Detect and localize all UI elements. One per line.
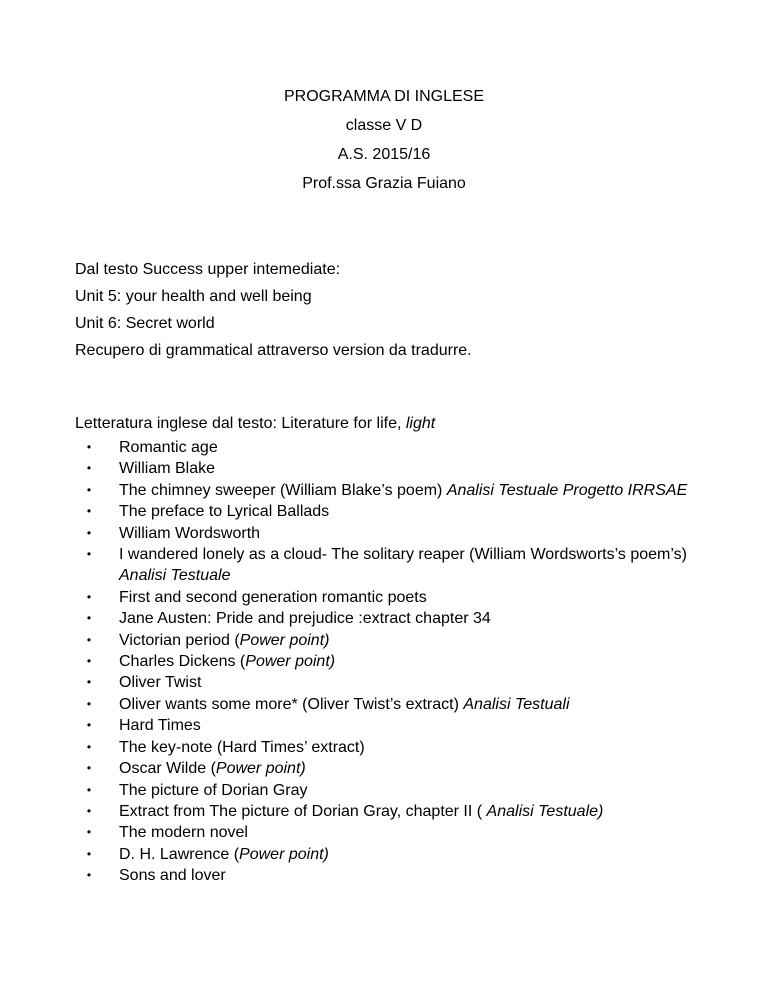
literature-heading-italic: light xyxy=(405,415,436,432)
topic-text: Jane Austen: Pride and prejudice :extract chapter 34 xyxy=(119,610,491,628)
school-year: A.S. 2015/16 xyxy=(337,146,431,163)
topic-text: Romantic age xyxy=(119,439,218,456)
topic-note: Power point) xyxy=(215,760,306,778)
topic-text: The chimney sweeper (William Blake’s poem) xyxy=(119,481,447,499)
topic-text: William Blake xyxy=(119,460,216,478)
list-item xyxy=(75,630,715,651)
list-item xyxy=(75,737,715,758)
bullet-icon: • xyxy=(86,739,92,754)
list-item xyxy=(75,458,715,479)
list-item xyxy=(75,715,715,736)
bullet-icon: • xyxy=(86,803,92,818)
bullet-icon: • xyxy=(86,761,92,776)
literature-section xyxy=(75,410,715,887)
document-header xyxy=(0,82,768,198)
bullet-icon: • xyxy=(86,461,92,476)
topic-text: Sons and lover xyxy=(119,867,226,885)
bullet-icon: • xyxy=(86,504,92,519)
literature-heading-text: Letteratura inglese dal testo: Literature for life, xyxy=(75,415,406,432)
topic-text: Oliver wants some more* (Oliver Twist’s extract) xyxy=(119,695,464,713)
bullet-icon: • xyxy=(86,696,92,711)
textbook-section xyxy=(75,256,715,364)
topic-text: The modern novel xyxy=(119,824,248,842)
list-item xyxy=(75,587,715,608)
topic-list xyxy=(75,437,715,887)
list-item xyxy=(75,758,715,779)
teacher-name: Prof.ssa Grazia Fuiano xyxy=(302,175,466,192)
unit-5: Unit 5: your health and well being xyxy=(75,288,312,305)
list-item xyxy=(75,672,715,693)
unit-6: Unit 6: Secret world xyxy=(75,315,215,332)
topic-note: Power point) xyxy=(239,845,329,863)
topic-text: Extract from The picture of Dorian Gray, chapter II ( xyxy=(119,802,487,820)
bullet-icon: • xyxy=(86,846,92,861)
list-item xyxy=(75,694,715,715)
literature-heading xyxy=(75,410,715,437)
list-item xyxy=(75,865,715,886)
list-item xyxy=(75,651,715,672)
bullet-icon: • xyxy=(86,440,92,454)
bullet-icon: • xyxy=(86,589,92,604)
topic-note: Analisi Testuale Progetto IRRSAE xyxy=(446,481,688,499)
list-item xyxy=(75,480,715,501)
topic-text: First and second generation romantic poets xyxy=(119,588,427,606)
topic-note: Power point) xyxy=(245,653,336,671)
topic-note: Analisi Testuale) xyxy=(486,802,604,820)
list-item xyxy=(75,544,715,587)
topic-text: Oscar Wilde ( xyxy=(119,760,216,778)
topic-text: Victorian period ( xyxy=(119,631,240,649)
list-item xyxy=(75,437,715,458)
list-item xyxy=(75,501,715,522)
document-title: PROGRAMMA DI INGLESE xyxy=(283,88,485,105)
topic-note: Power point) xyxy=(239,631,330,649)
topic-text: The picture of Dorian Gray xyxy=(119,781,308,799)
bullet-icon: • xyxy=(86,525,92,540)
list-item xyxy=(75,608,715,629)
topic-text: I wandered lonely as a cloud- The solitary reaper (William Wordsworts’s poem’s) xyxy=(119,546,687,564)
bullet-icon: • xyxy=(86,611,92,626)
bullet-icon: • xyxy=(86,482,92,497)
topic-text: Oliver Twist xyxy=(119,674,202,692)
list-item xyxy=(75,844,715,865)
topic-text: Hard Times xyxy=(119,717,201,735)
bullet-icon: • xyxy=(86,632,92,647)
topic-text: William Wordsworth xyxy=(119,524,261,542)
topic-note: Analisi Testuali xyxy=(463,695,570,713)
list-item xyxy=(75,523,715,544)
bullet-icon: • xyxy=(86,782,92,797)
topic-text: D. H. Lawrence ( xyxy=(119,845,240,863)
bullet-icon: • xyxy=(86,654,92,669)
grammar-recovery: Recupero di grammatical attraverso version da tradurre. xyxy=(75,342,472,359)
textbook-intro: Dal testo Success upper intemediate: xyxy=(75,261,341,278)
topic-text: Charles Dickens ( xyxy=(119,653,246,671)
list-item xyxy=(75,822,715,843)
bullet-icon: • xyxy=(86,825,92,840)
list-item xyxy=(75,801,715,822)
topic-text: The key-note (Hard Times’ extract) xyxy=(119,738,365,756)
topic-note: Analisi Testuale xyxy=(119,567,231,585)
bullet-icon: • xyxy=(86,675,92,690)
list-item xyxy=(75,780,715,801)
bullet-icon: • xyxy=(86,547,92,562)
class-label: classe V D xyxy=(345,117,423,134)
bullet-icon: • xyxy=(86,868,92,883)
bullet-icon: • xyxy=(86,718,92,733)
topic-text: The preface to Lyrical Ballads xyxy=(119,503,330,521)
